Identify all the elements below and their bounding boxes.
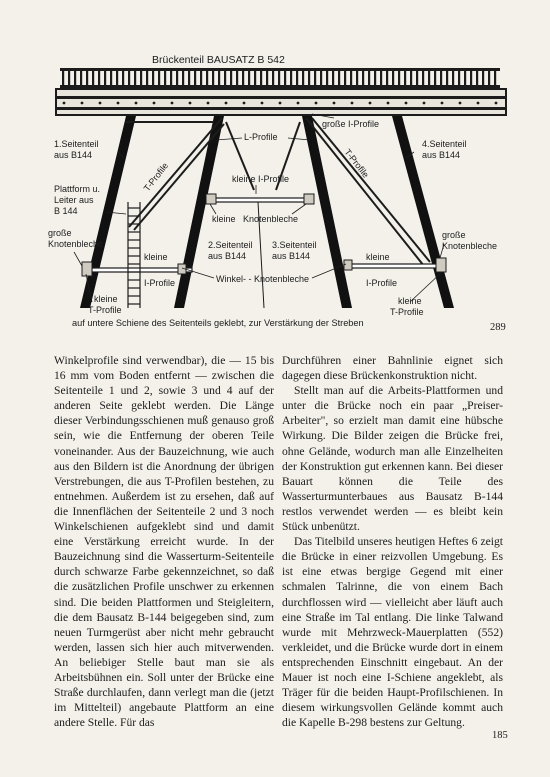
label-t-profile-right: T-Profile — [342, 147, 371, 180]
railing-post — [374, 71, 376, 85]
railing-post — [176, 71, 178, 85]
railing-post — [284, 71, 286, 85]
railing-post — [296, 71, 298, 85]
label-l-profile: L-Profile — [244, 132, 278, 142]
deck-rivet — [387, 102, 390, 105]
label-seitenteil-1-line2: aus B144 — [54, 150, 93, 160]
label-seitenteil-2-line2: aus B144 — [208, 251, 247, 261]
railing-post — [236, 71, 238, 85]
railing-post — [200, 71, 202, 85]
ladder — [128, 202, 140, 308]
railing-post — [416, 71, 418, 85]
diagram-title: Brückenteil BAUSATZ B 542 — [152, 54, 285, 66]
railing-post — [140, 71, 142, 85]
railing-post — [302, 71, 304, 85]
figure-number: 289 — [490, 322, 506, 333]
deck-rivet — [423, 102, 426, 105]
page-number: 185 — [492, 730, 508, 741]
railing-post — [338, 71, 340, 85]
railing-post — [314, 71, 316, 85]
railing-post — [488, 71, 490, 85]
deck-rivet — [495, 102, 498, 105]
label-seitenteil-4-line1: 4.Seitenteil — [422, 139, 467, 149]
railing-post — [182, 71, 184, 85]
label-t-profile-left: T-Profile — [141, 160, 171, 194]
railing-post — [242, 71, 244, 85]
railing-post — [380, 71, 382, 85]
railing-post — [80, 71, 82, 85]
deck-rivet — [225, 102, 228, 105]
deck-rivet — [261, 102, 264, 105]
railing-post — [344, 71, 346, 85]
railing-post — [404, 71, 406, 85]
railing-post — [398, 71, 400, 85]
deck-rivet — [351, 102, 354, 105]
label-kleine-t-profile-left-line1: kleine — [94, 294, 118, 304]
railing-post — [362, 71, 364, 85]
railing-post — [254, 71, 256, 85]
deck-rivet — [315, 102, 318, 105]
deck-rivet — [171, 102, 174, 105]
deck-rivet — [405, 102, 408, 105]
deck-rivet — [153, 102, 156, 105]
railing-post — [266, 71, 268, 85]
railing-post — [278, 71, 280, 85]
railing-post — [104, 71, 106, 85]
label-plattform-line2: Leiter aus — [54, 195, 94, 205]
label-grosse-knotenbleche-left-line2: Knotenbleche — [48, 239, 104, 249]
label-kleine-t-profile-right-line2: T-Profile — [390, 307, 424, 317]
railing-post — [68, 71, 70, 85]
railing-post — [452, 71, 454, 85]
paragraph: Winkelprofile sind verwendbar), die — 15 bis 16 mm vom Boden entfernt — zwischen die Seitenteile 1 und 2, sowie 3 und 4 auf der anderen Seite geklebt werden. Die Länge dieser Verbindungsschienen muß genauso groß sein, wie die Entfernung der oberen Teile voneinander. Aus der Bauzeichnung, wie auch aus den Bildern ist die Anordnung der übrigen Verstrebungen, die aus T-Profilen bestehen, zu entnehmen. Außerdem ist zu ersehen, daß auf die Innenflächen der Seitenteile 2 und 3 noch Winkelschienen aufgeklebt sind und damit eine Verstärkung erreicht wurde. In der Bauzeichnung sind die Wasserturm-Seitenteile durch schwarze Farbe gekennzeichnet, so daß die zusätzlichen Profile unschwer zu erkennen sind. Die beiden Plattformen und Steigleitern, die dem Bausatz B-144 beigegeben sind, zum neuen Turmgerüst aber nicht mehr gebraucht werden, lassen sich hier auch mitverwenden. An beliebiger Stelle baut man sie als Arbeitsbühnen ein. Soll unter der Brücke eine Straße durchlaufen, dann verlegt man die (jetzt im Mittelteil) angebaute Plattform an eine andere Stelle. Für das — [54, 354, 274, 730]
railing-post — [308, 71, 310, 85]
railing-post — [482, 71, 484, 85]
railing-post — [110, 71, 112, 85]
railing-post — [164, 71, 166, 85]
label-kleine-t-profile-left-line2: T-Profile — [88, 305, 122, 315]
deck-rivet — [99, 102, 102, 105]
railing-post — [134, 71, 136, 85]
deck-rivet — [369, 102, 372, 105]
railing-post — [290, 71, 292, 85]
railing-post — [62, 71, 64, 85]
label-grosse-knotenbleche-left-line1: große — [48, 228, 72, 238]
railing-post — [128, 71, 130, 85]
label-i-profile-left: I-Profile — [144, 278, 176, 288]
label-kleine-knotenbleche: kleine Knotenbleche — [212, 214, 299, 224]
railing-post — [350, 71, 352, 85]
deck-rivet — [117, 102, 120, 105]
railing-post — [446, 71, 448, 85]
railing-post — [188, 71, 190, 85]
deck-rivet — [441, 102, 444, 105]
railing-post — [326, 71, 328, 85]
diagram-caption: auf untere Schiene des Seitenteils geklebt, zur Verstärkung der Streben — [72, 318, 364, 328]
railing-post — [152, 71, 154, 85]
railing-post — [368, 71, 370, 85]
label-i-profile-right: I-Profile — [366, 278, 398, 288]
label-plattform-line1: Plattform u. — [54, 184, 101, 194]
label-seitenteil-3-line1: 3.Seitenteil — [272, 240, 317, 250]
deck-rivet — [333, 102, 336, 105]
text-column-right — [282, 353, 503, 730]
railing-post — [248, 71, 250, 85]
railing-post — [230, 71, 232, 85]
railing-post — [320, 71, 322, 85]
label-winkel-knotenbleche: Winkel- - Knotenbleche — [216, 274, 310, 284]
label-kleine-right: kleine — [366, 252, 390, 262]
label-kleine-t-profile-right-line1: kleine — [398, 296, 422, 306]
railing-post — [392, 71, 394, 85]
label-grosse-knotenbleche-right-line2: Knotenbleche — [442, 241, 498, 251]
railing-post — [356, 71, 358, 85]
railing-post — [116, 71, 118, 85]
railing-post — [194, 71, 196, 85]
railing-post — [410, 71, 412, 85]
bridge-deck-beam — [56, 89, 506, 115]
text-column-left — [54, 353, 274, 730]
label-grosse-i-profile: große I-Profile — [322, 119, 380, 129]
bridge-construction-diagram — [44, 52, 514, 334]
railing-post — [206, 71, 208, 85]
deck-rivet — [189, 102, 192, 105]
railing-post — [272, 71, 274, 85]
railing-post — [170, 71, 172, 85]
label-seitenteil-4-line2: aus B144 — [422, 150, 461, 160]
railing-post — [122, 71, 124, 85]
railing-post — [458, 71, 460, 85]
railing-post — [224, 71, 226, 85]
railing-post — [476, 71, 478, 85]
paragraph: Stellt man auf die Arbeits-Plattformen und unter die Brücke noch ein paar „Preiser-Arbeiter", so erzielt man damit eine hübsche Wirkung. Die Bilder zeigen die Brücke frei, ohne Gelände, wodurch man alle Einzelheiten der Konstruktion gut erkennen kann. Bei dieser Bauart können die Teile des Wasserturmunterbaues aus Bausatz B-144 restlos verwendet werden — es bleibt kein Stück unbenützt. — [282, 384, 503, 534]
railing-post — [146, 71, 148, 85]
deck-rivet — [207, 102, 210, 105]
bridge-railing — [60, 68, 500, 89]
deck-rivet — [459, 102, 462, 105]
railing-post — [434, 71, 436, 85]
railing-post — [422, 71, 424, 85]
label-kleine-i-profile: kleine I-Profile — [232, 174, 290, 184]
deck-rivet — [63, 102, 66, 105]
deck-rivet — [243, 102, 246, 105]
label-seitenteil-3-line2: aus B144 — [272, 251, 311, 261]
railing-post — [386, 71, 388, 85]
paragraph: Durchführen einer Bahnlinie eignet sich dagegen diese Brückenkonstruktion nicht. — [282, 354, 503, 383]
railing-post — [212, 71, 214, 85]
railing-post — [98, 71, 100, 85]
deck-rivet — [297, 102, 300, 105]
label-plattform-line3: B 144 — [54, 206, 78, 216]
railing-post — [218, 71, 220, 85]
railing-post — [464, 71, 466, 85]
label-seitenteil-1-line1: 1.Seitenteil — [54, 139, 99, 149]
label-grosse-knotenbleche-right-line1: große — [442, 230, 466, 240]
railing-post — [470, 71, 472, 85]
deck-rivet — [477, 102, 480, 105]
railing-post — [260, 71, 262, 85]
railing-post — [494, 71, 496, 85]
railing-post — [92, 71, 94, 85]
deck-rivet — [81, 102, 84, 105]
railing-post — [332, 71, 334, 85]
railing-post — [428, 71, 430, 85]
railing-post — [86, 71, 88, 85]
deck-rivet — [135, 102, 138, 105]
railing-post — [440, 71, 442, 85]
paragraph: Das Titelbild unseres heutigen Heftes 6 zeigt die Brücke in einer reizvollen Umgebung. Es ist eine etwas bergige Gegend mit einer schmalen Talrinne, die von einem Bach durchflossen wird — vielleicht aber läuft auch eine Straße im Tal entlang. Die linke Talwand wurde mit Mehrzweck-Mauerplatten (552) verkleidet, und die Brücke wurde dort in einem entsprechenden Einschnitt eingebaut. An der Mauer ist noch eine I-Schiene angeklebt, als Träger für die beiden Haupt-Profilschienen. In diesem wirkungsvollen Gelände kommt auch die Kapelle B-298 bestens zur Geltung. — [282, 535, 503, 730]
label-kleine-left: kleine — [144, 252, 168, 262]
label-seitenteil-2-line1: 2.Seitenteil — [208, 240, 253, 250]
railing-post — [74, 71, 76, 85]
railing-post — [158, 71, 160, 85]
deck-rivet — [279, 102, 282, 105]
